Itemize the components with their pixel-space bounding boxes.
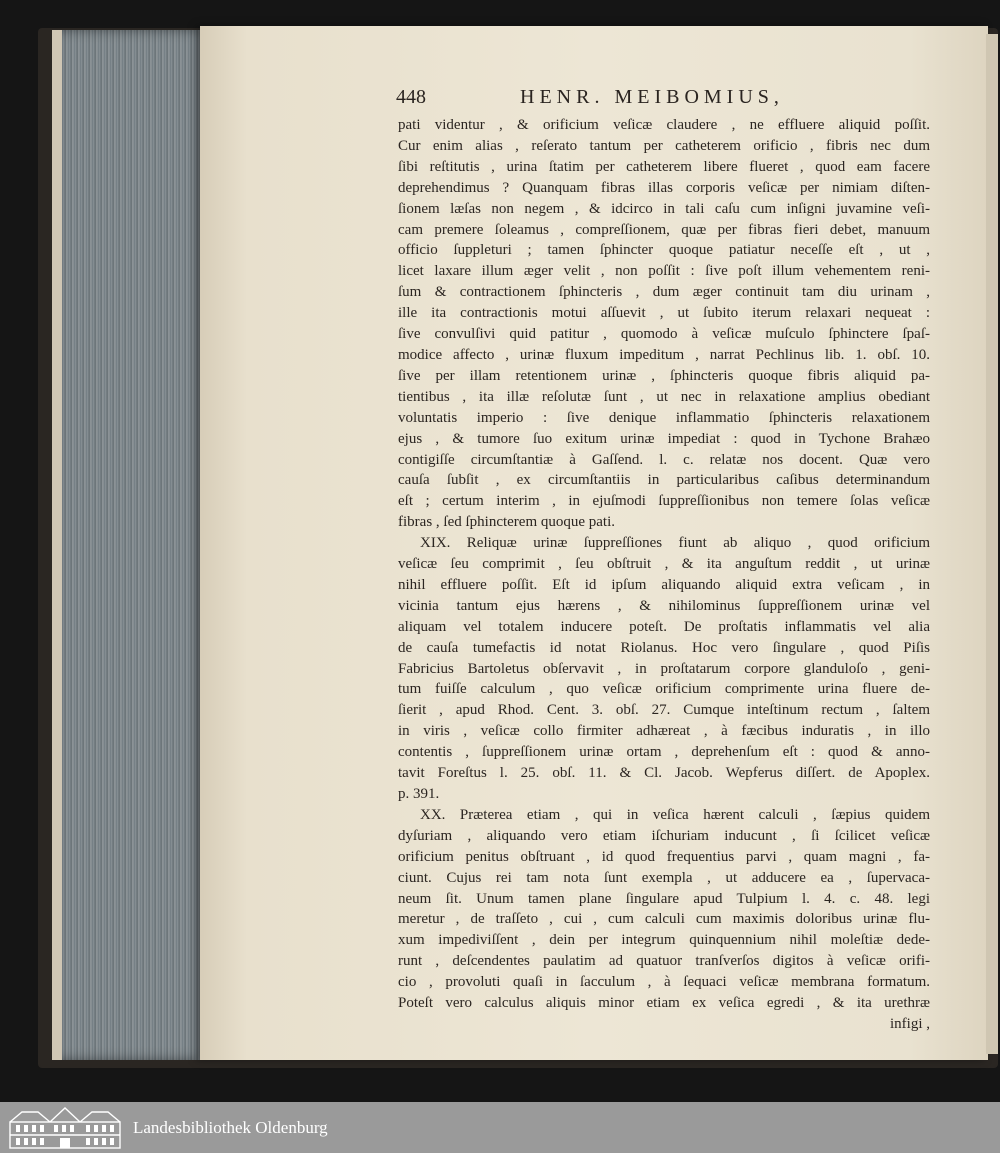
text-line: in viris , veſicæ collo firmiter adhæreat , à fæcibus induratis , in illo: [398, 723, 930, 740]
text-line: meretur , de traſſeto , cui , cum calculi cum maximis doloribus urinæ flu-: [398, 911, 930, 928]
text-line: dyſuriam , aliquando vero etiam iſchuriam inducunt , ſi ſcilicet veſicæ: [398, 827, 930, 844]
text-line: fibras , ſed ſphincterem quoque pati.: [398, 514, 616, 531]
text-line: neum ſit. Unum tamen plane ſingulare apud Tulpium l. 4. c. 48. legi: [398, 890, 930, 907]
text-line: orificium penitus obſtruant , id quod frequentius parvi , quam magni , fa-: [398, 848, 930, 865]
text-line: Poteſt vero calculus aliquis minor etiam ex veſica egredi , & ita urethræ: [398, 995, 930, 1012]
text-line: ſierit , apud Rhod. Cent. 3. obſ. 27. Cumque inteſtinum rectum , ſaltem: [398, 702, 930, 719]
library-name: Landesbibliothek Oldenburg: [133, 1118, 328, 1137]
text-line: ejus , & tumore ſuo exitum urinæ impediat : quod in Tychone Brahæo: [398, 430, 930, 447]
text-line: modice affecto , urinæ fluxum impeditum , narrat Pechlinus lib. 1. obſ. 10.: [398, 346, 930, 363]
page-number: 448: [396, 86, 426, 108]
text-line: ciunt. Cujus rei tam nota ſunt exempla , ut adducere ea , ſupervaca-: [398, 869, 930, 886]
running-head: HENR. MEIBOMIUS,: [520, 86, 784, 108]
text-line: infigi ,: [890, 1015, 930, 1032]
text-line: contentis , ſuppreſſionem urinæ ortam , deprehenſum eſt : quod & anno-: [398, 744, 930, 761]
text-line: cauſa ſubſit , ex circumſtantiis in particularibus caſibus determinandum: [398, 472, 930, 489]
text-line: xum impediviſſent , dein per integrum quinquennium nihil moleſtiæ dede-: [398, 932, 930, 949]
text-line: contigiſſe circumſtantiæ à Gaſſend. l. c. relatæ nos docent. Quæ vero: [398, 451, 930, 468]
text-line: p. 391.: [398, 786, 440, 802]
library-footer-bar: [0, 1102, 1000, 1153]
text-line: ſive per illam retentionem urinæ , ſphincteris quoque fibris aliquid pa-: [398, 367, 930, 384]
page-header: [396, 86, 936, 114]
text-line: ille ita contractionis motui aſſuevit , ut ſubito iterum relaxari nequeat :: [398, 305, 930, 322]
text-line: tientibus , ita illæ reſolutæ ſunt , ut nec in relaxatione amplius obediant: [398, 388, 930, 405]
text-line: officio ſuppleturi ; tamen ſphincter quoque patiatur neceſſe eſt , ut ,: [398, 242, 930, 259]
text-line: Fabricius Bartoletus obſervavit , in proſtatarum corpore glanduloſo , geni-: [398, 660, 930, 677]
text-line: de cauſa tumefactis id notat Riolanus. Hoc vero ſingulare , quod Piſis: [398, 639, 930, 656]
library-building-icon: [8, 1106, 122, 1150]
text-line: eſt ; certum interim , in ejuſmodi ſuppreſſionibus non temere ſolas veſicæ: [398, 493, 930, 510]
text-line: XIX. Reliquæ urinæ ſuppreſſiones fiunt ab aliquo , quod orificium: [420, 535, 930, 552]
text-line: Cur enim alias , reſerato tantum per catheterem orificio , fibris nec dum: [398, 137, 930, 154]
text-line: veſicæ ſeu comprimit , ſeu obſtruit , & ita anguſtum reddit , ut urinæ: [398, 556, 930, 573]
text-line: licet laxare illum æger velit , non poſſit : ſive poſt illum vehementem reni-: [398, 263, 930, 280]
text-line: voluntatis imperio : ſive denique inflammatio ſphincteris relaxationem: [398, 409, 930, 426]
text-line: tavit Foreſtus l. 25. obſ. 11. & Cl. Jacob. Wepferus diſſert. de Apoplex.: [398, 765, 930, 782]
text-line: XX. Præterea etiam , qui in veſica hærent calculi , ſæpius quidem: [420, 806, 930, 823]
text-line: cio , provoluti quaſi in ſacculum , à ſequaci veſicæ membrana formatum.: [398, 974, 930, 991]
text-line: ſionem læſas non negem , & idcirco in tali caſu cum inſigni juvamine veſi-: [398, 200, 930, 217]
body-text: [398, 115, 930, 1035]
text-line: ſive convulſivi quid patitur , quomodo à veſicæ muſculo ſphinctere ſpaſ-: [398, 326, 930, 343]
text-line: cam premere ſoleamus , compreſſionem, quæ per fibras fieri debet, manuum: [398, 221, 930, 238]
text-line: nihil effluere poſſit. Eſt id ipſum aliquando aliquid extra veſicam , in: [398, 576, 930, 593]
text-line: deprehendimus ? Quanquam fibras illas corporis veſicæ per nimiam diſten-: [398, 179, 930, 196]
text-line: runt , deſcendentes paulatim ad quatuor tranſverſos digitos à veſicæ orifi-: [398, 953, 930, 970]
text-line: ſum & contractionem ſphincteris , dum æger continuit tam diu urinam ,: [398, 284, 930, 301]
text-line: ſibi reſtitutis , urina ſtatim per catheterem libere flueret , quod eam facere: [398, 158, 930, 175]
page-edges-stack: [52, 30, 210, 1060]
text-line: pati videntur , & orificium veſicæ claudere , ne effluere aliquid poſſit.: [398, 117, 930, 133]
text-line: tum fuiſſe calculum , quo veſicæ orificium comprimente urina fluere de-: [398, 681, 930, 698]
text-line: vicinia tantum ejus hærens , & nihilominus ſuppreſſionem urinæ vel: [398, 597, 930, 614]
text-line: aliquam vel totalem inducere poteſt. De proſtatis inflammatis vel alia: [398, 618, 930, 635]
page-right-edge: [986, 34, 998, 1054]
